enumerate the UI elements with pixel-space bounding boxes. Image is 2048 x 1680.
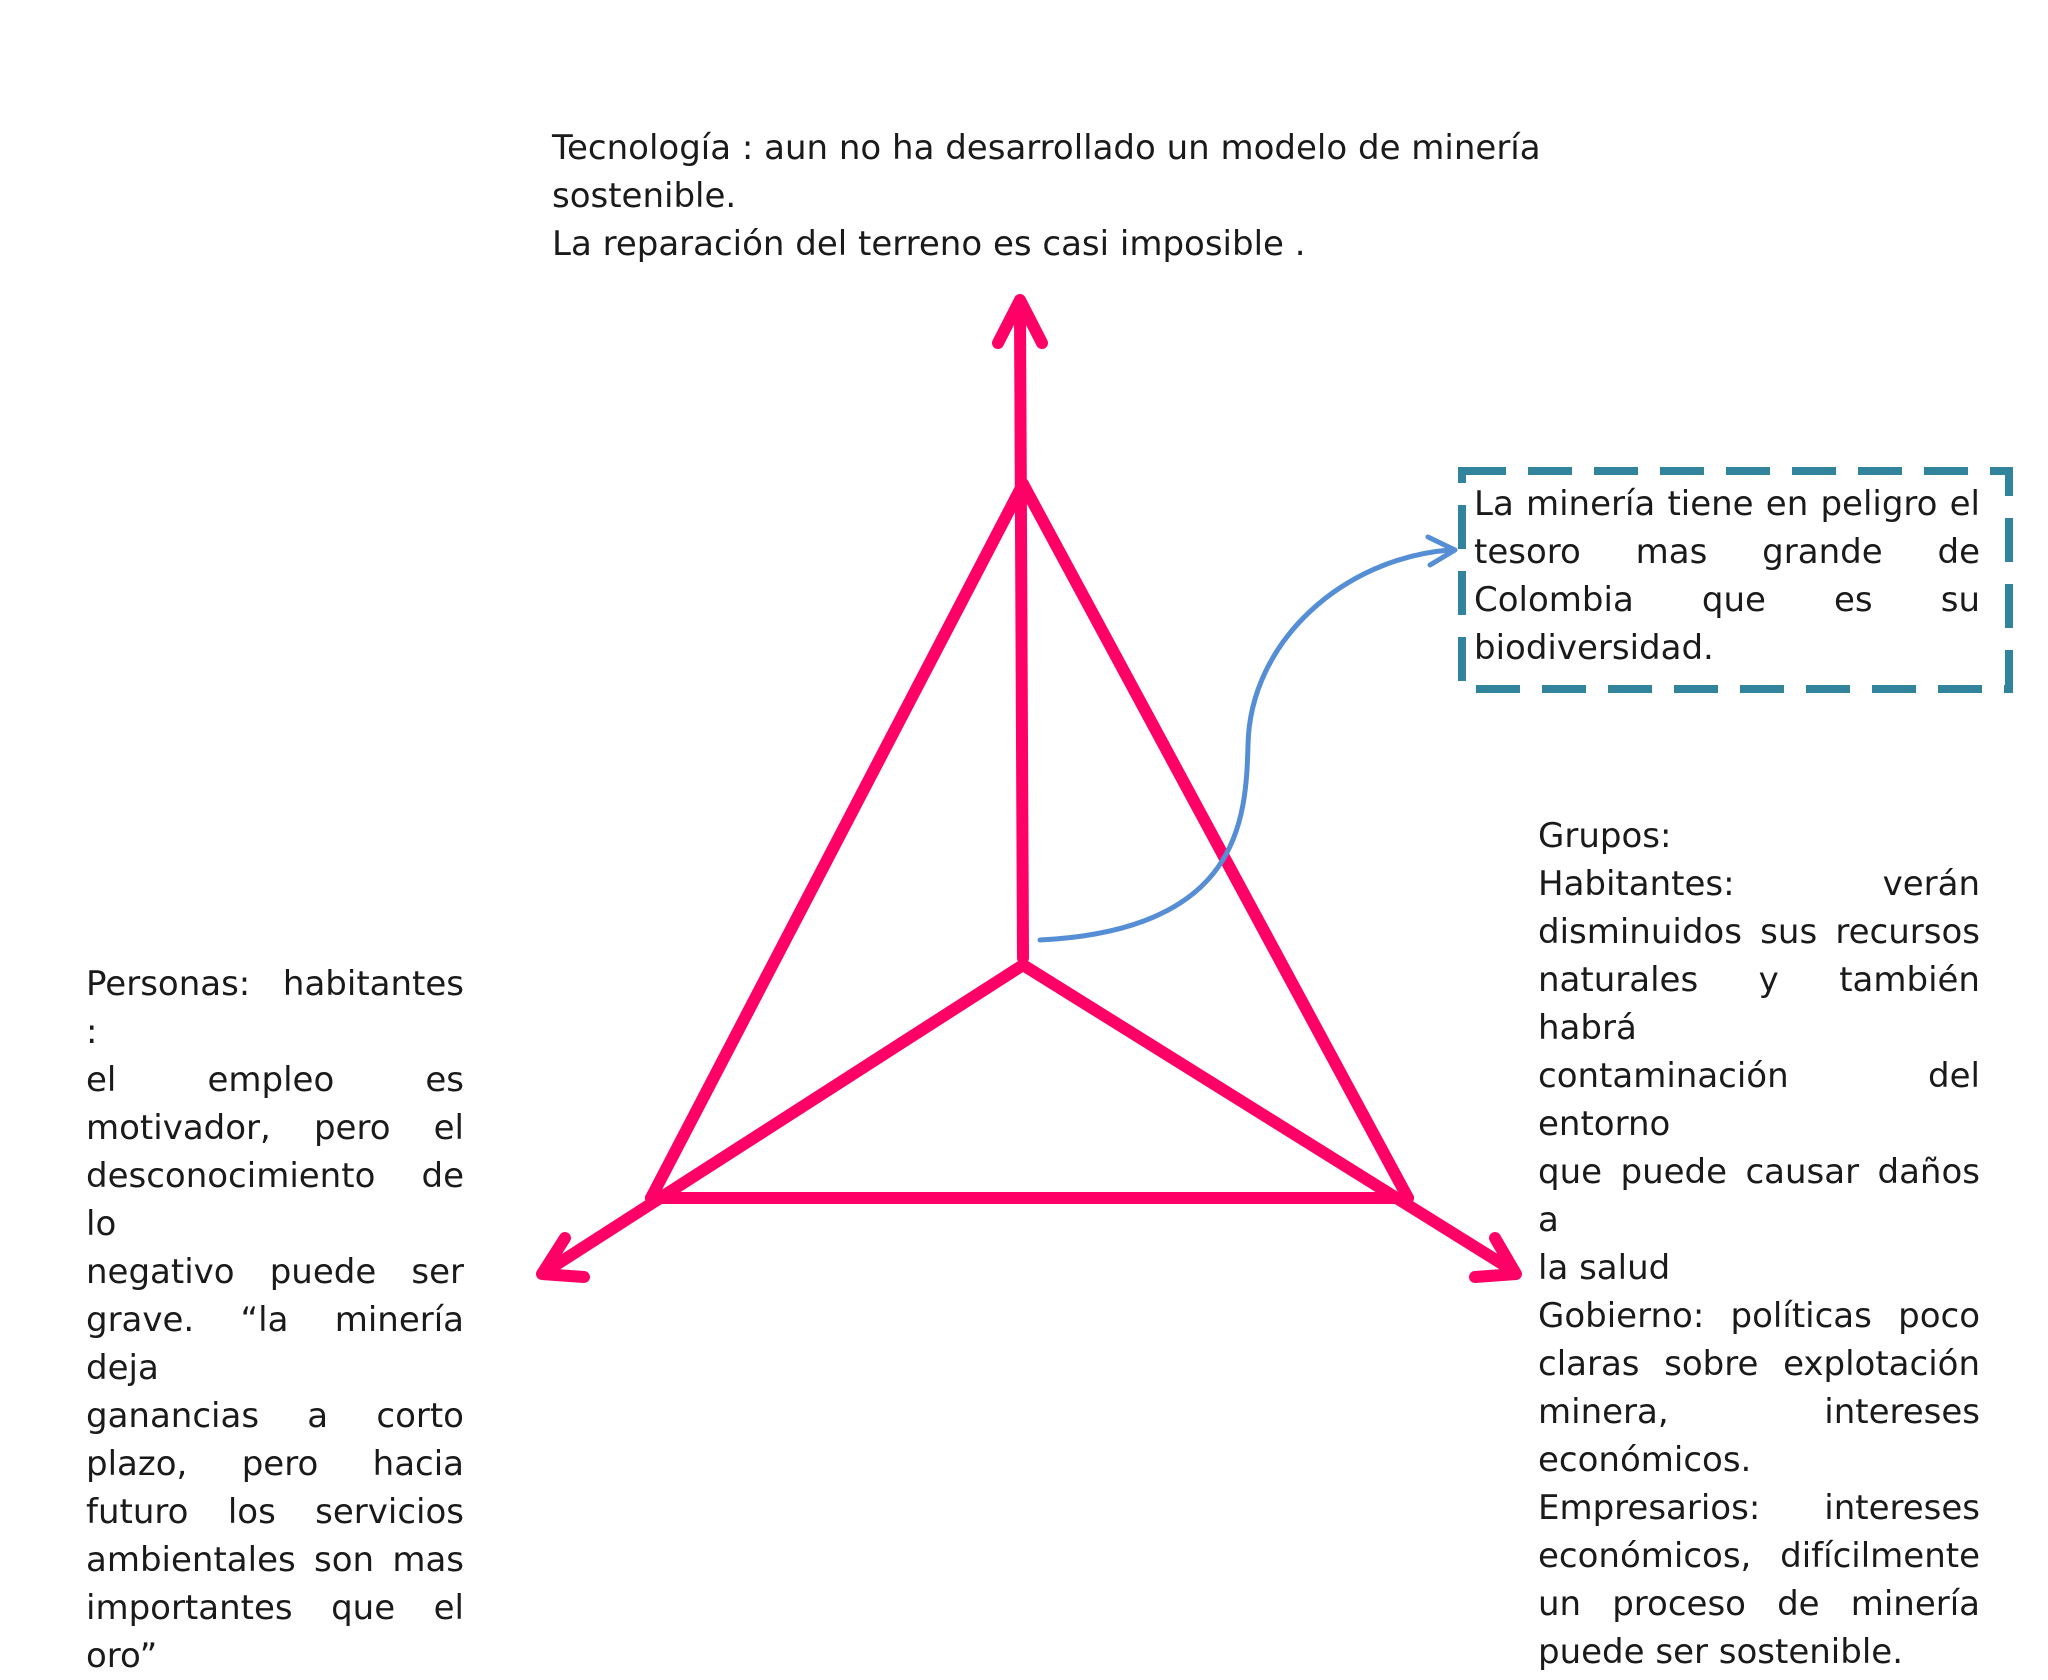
- people-line: desconocimiento de lo: [86, 1156, 464, 1244]
- groups-line: minera, intereses: [1538, 1392, 1980, 1432]
- people-line: ambientales son mas: [86, 1540, 464, 1580]
- people-note: [86, 960, 464, 1680]
- triangle: [651, 484, 1408, 1198]
- technology-line: Tecnología : aun no ha desarrollado un modelo de minería: [552, 128, 1541, 168]
- groups-line: un proceso de minería: [1538, 1584, 1980, 1624]
- technology-line: La reparación del terreno es casi imposible .: [552, 224, 1306, 264]
- people-line: Personas: habitantes :: [86, 964, 464, 1052]
- people-line: importantes que el: [86, 1588, 464, 1628]
- axis-left: [548, 965, 1023, 1270]
- people-line: ganancias a corto: [86, 1396, 464, 1436]
- people-line: el empleo es: [86, 1060, 464, 1100]
- callout-line: Colombia que es su: [1474, 580, 1980, 620]
- groups-note: [1538, 812, 1980, 1676]
- groups-line: la salud: [1538, 1248, 1671, 1288]
- technology-line: sostenible.: [552, 176, 737, 216]
- groups-line: económicos, difícilmente: [1538, 1536, 1980, 1576]
- groups-line: Gobierno: políticas poco: [1538, 1296, 1980, 1336]
- groups-line: puede ser sostenible.: [1538, 1632, 1904, 1672]
- groups-line: claras sobre explotación: [1538, 1344, 1980, 1384]
- connector-curve: [1040, 550, 1450, 940]
- callout-line: biodiversidad.: [1474, 628, 1714, 668]
- groups-line: económicos.: [1538, 1440, 1752, 1480]
- people-line: motivador, pero el: [86, 1108, 464, 1148]
- groups-line: contaminación del entorno: [1538, 1056, 1980, 1144]
- callout-note: [1474, 480, 1980, 672]
- people-line: negativo puede ser: [86, 1252, 464, 1292]
- people-line: oro”: [86, 1636, 158, 1676]
- people-line: plazo, pero hacia: [86, 1444, 464, 1484]
- technology-note: [552, 124, 1552, 268]
- groups-line: Habitantes: verán: [1538, 864, 1980, 904]
- groups-line: Grupos:: [1538, 816, 1672, 856]
- groups-line: naturales y también habrá: [1538, 960, 1980, 1048]
- groups-line: Empresarios: intereses: [1538, 1488, 1980, 1528]
- axis-up: [1020, 312, 1023, 958]
- groups-line: que puede causar daños a: [1538, 1152, 1980, 1240]
- callout-line: tesoro mas grande de: [1474, 532, 1980, 572]
- people-line: grave. “la minería deja: [86, 1300, 464, 1388]
- axis-right: [1023, 965, 1512, 1270]
- callout-line: La minería tiene en peligro el: [1474, 484, 1980, 524]
- people-line: futuro los servicios: [86, 1492, 464, 1532]
- groups-line: disminuidos sus recursos: [1538, 912, 1980, 952]
